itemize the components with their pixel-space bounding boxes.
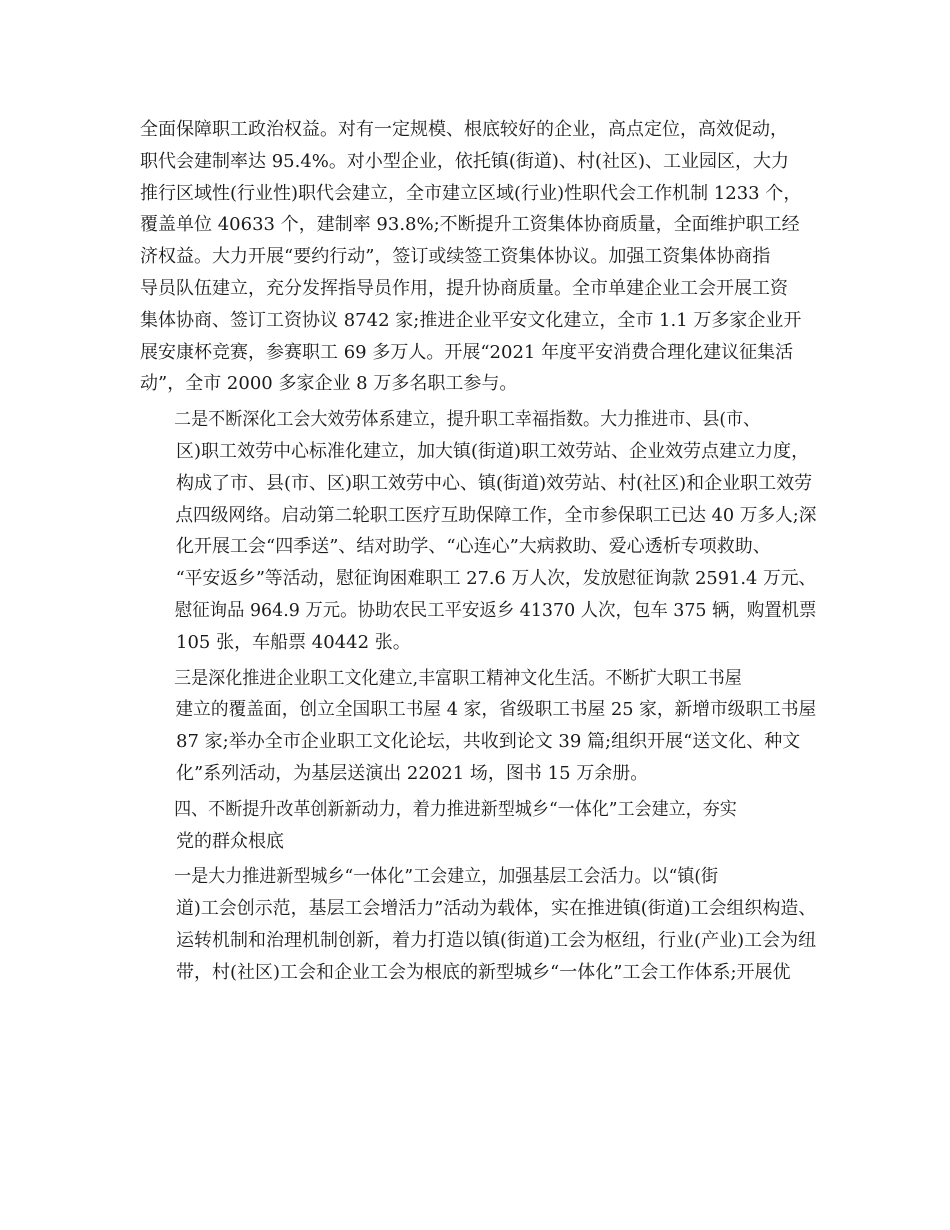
text-line: 带，村(社区)工会和企业工会为根底的新型城乡“一体化”工会工作体系;开展优 — [176, 961, 791, 983]
text-line: 职代会建制率达 95.4%。对小型企业，依托镇(街道)、村(社区)、工业园区，大力 — [140, 150, 789, 172]
text-line: 点四级网络。启动第二轮职工医疗互助保障工作，全市参保职工已达 40 万多人;深 — [175, 504, 817, 526]
paragraph-rights — [140, 114, 816, 400]
text-line: 济权益。大力开展“要约行动”，签订或续签工资集体协议。加强工资集体协商指 — [140, 246, 771, 268]
section-heading-reform — [140, 794, 816, 858]
paragraph-service-system — [140, 404, 816, 658]
text-line: 建立的覆盖面，创立全国职工书屋 4 家，省级职工书屋 25 家，新增市级职工书屋 — [175, 699, 817, 721]
paragraph-integration — [140, 861, 816, 988]
text-line: 全面保障职工政治权益。对有一定规模、根底较好的企业，高点定位，高效促动， — [140, 119, 788, 140]
text-line: 87 家;举办全市企业职工文化论坛，共收到论文 39 篇;组织开展“送文化、种文 — [176, 731, 801, 753]
text-line: 化”系列活动，为基层送演出 22021 场，图书 15 万余册。 — [176, 762, 649, 784]
paragraph-culture — [140, 663, 816, 790]
text-line: “平安返乡”等活动，慰征询困难职工 27.6 万人次，发放慰征询款 2591.4 万元、 — [175, 568, 817, 590]
text-line: 道)工会创示范，基层工会增活力”活动为载体，实在推进镇(街道)工会组织构造、 — [175, 898, 817, 920]
text-line: 二是不断深化工会大效劳体系建立，提升职工幸福指数。大力推进市、县(市、 — [174, 409, 761, 431]
text-line: 推行区域性(行业性)职代会建立，全市建立区域(行业)性职代会工作机制 1233 个， — [140, 182, 802, 204]
text-line: 党的群众根底 — [176, 830, 284, 852]
text-line: 动”，全市 2000 多家企业 8 万多名职工参与。 — [140, 373, 518, 395]
text-line: 运转机制和治理机制创新，着力打造以镇(街道)工会为枢纽，行业(产业)工会为纽 — [176, 929, 817, 951]
text-line: 导员队伍建立，充分发挥指导员作用，提升协商质量。全市单建企业工会开展工资 — [140, 277, 788, 299]
text-line: 展安康杯竞赛，参赛职工 69 多万人。开展“2021 年度平安消费合理化建议征集活 — [140, 341, 794, 363]
text-line: 集体协商、签订工资协议 8742 家;推进企业平安文化建立，全市 1.1 万多家企业开 — [140, 309, 802, 331]
document-page — [140, 114, 816, 993]
text-line: 化开展工会“四季送”、结对助学、“心连心”大病救助、爱心透析专项救助、 — [176, 536, 771, 558]
text-line: 105 张，车船票 40442 张。 — [176, 631, 411, 653]
text-line: 慰征询品 964.9 万元。协助农民工平安返乡 41370 人次，包车 375 辆，购置机票 — [174, 599, 817, 621]
text-line: 一是大力推进新型城乡“一体化”工会建立，加强基层工会活力。以“镇(街 — [174, 866, 719, 888]
text-line: 三是深化推进企业职工文化建立,丰富职工精神文化生活。不断扩大职工书屋 — [174, 667, 742, 689]
text-line: 四、不断提升改革创新新动力，着力推进新型城乡“一体化”工会建立，夯实 — [174, 798, 737, 820]
text-line: 构成了市、县(市、区)职工效劳中心、镇(街道)效劳站、村(社区)和企业职工效劳 — [176, 472, 813, 494]
text-line: 区)职工效劳中心标准化建立，加大镇(街道)职工效劳站、企业效劳点建立力度， — [176, 440, 810, 462]
text-line: 覆盖单位 40633 个，建制率 93.8%;不断提升工资集体协商质量，全面维护职工经 — [140, 214, 800, 236]
